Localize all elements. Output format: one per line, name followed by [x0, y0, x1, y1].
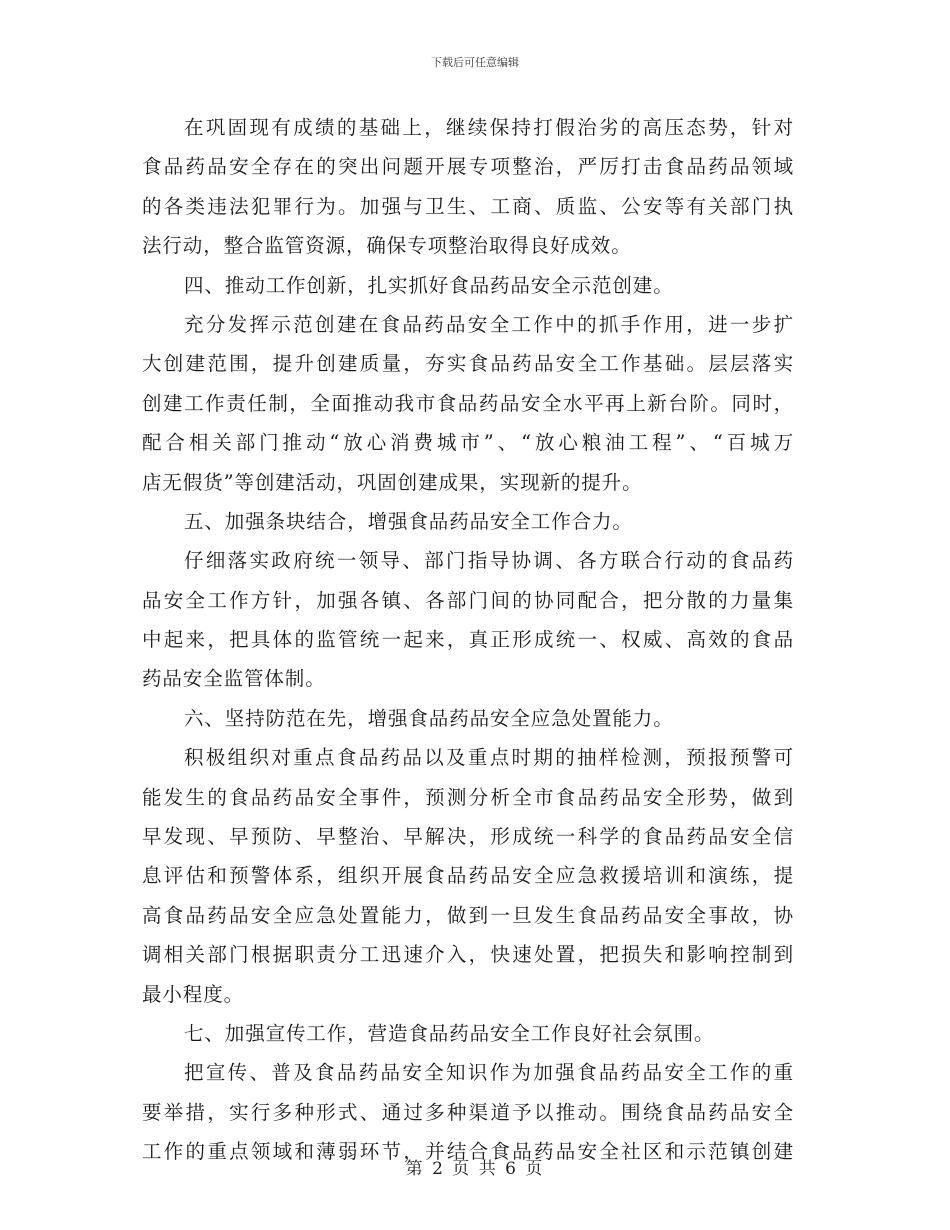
page-number: 第 2 页 共 6 页: [405, 1159, 545, 1179]
text-line: 法行动，整合监管资源，确保专项整治取得良好成效。: [142, 234, 632, 258]
text-line: 的各类违法犯罪行为。加强与卫生、工商、质监、公安等有关部门执: [142, 194, 794, 218]
text-line: 创建工作责任制，全面推动我市食品药品安全水平再上新台阶。同时，: [142, 391, 794, 415]
text-line: 在巩固现有成绩的基础上，继续保持打假治劣的高压态势，针对: [184, 116, 794, 139]
text-line: 积极组织对重点食品药品以及重点时期的抽样检测，预报预警可: [184, 746, 794, 770]
text-line: 品安全工作方针，加强各镇、各部门间的协同配合，把分散的力量集: [142, 588, 794, 612]
text-line: 要举措，实行多种形式、通过多种渠道予以推动。围绕食品药品安全: [142, 1100, 794, 1124]
section-heading: 六、坚持防范在先，增强食品药品安全应急处置能力。: [184, 706, 674, 730]
text-line: 药品安全监管体制。: [142, 667, 326, 691]
section-heading: 五、加强条块结合，增强食品药品安全工作合力。: [184, 509, 633, 533]
text-line: 息评估和预警体系，组织开展食品药品安全应急救援培训和演练，提: [142, 864, 794, 888]
text-line: 大创建范围，提升创建质量，夯实食品药品安全工作基础。层层落实: [142, 352, 794, 376]
body-text: [142, 108, 794, 1172]
text-line: 高食品药品安全应急处置能力，做到一旦发生食品药品安全事故，协: [142, 903, 794, 927]
header-note: 下载后可任意编辑: [431, 56, 519, 69]
text-line: 调相关部门根据职责分工迅速介入，快速处置，把损失和影响控制到: [142, 943, 794, 967]
text-line: 仔细落实政府统一领导、部门指导协调、各方联合行动的食品药: [184, 549, 794, 573]
text-line: 能发生的食品药品安全事件，预测分析全市食品药品安全形势，做到: [142, 785, 794, 809]
text-line: 充分发挥示范创建在食品药品安全工作中的抓手作用，进一步扩: [184, 312, 794, 336]
section-heading: 四、推动工作创新，扎实抓好食品药品安全示范创建。: [184, 273, 674, 297]
text-line: 配合相关部门推动“放心消费城市”、“放心粮油工程”、“百城万: [142, 431, 794, 455]
text-line: 食品药品安全存在的突出问题开展专项整治，严厉打击食品药品领域: [142, 155, 794, 179]
text-line: 中起来，把具体的监管统一起来，真正形成统一、权威、高效的食品: [142, 628, 794, 652]
text-line: 早发现、早预防、早整治、早解决，形成统一科学的食品药品安全信: [142, 825, 794, 849]
section-heading: 七、加强宣传工作，营造食品药品安全工作良好社会氛围。: [184, 1021, 715, 1045]
text-line: 店无假货”等创建活动，巩固创建成果，实现新的提升。: [142, 470, 643, 494]
text-line: 把宣传、普及食品药品安全知识作为加强食品药品安全工作的重: [184, 1061, 794, 1085]
text-line: 最小程度。: [142, 982, 245, 1006]
text-line: 工作的重点领域和薄弱环节，并结合食品药品安全社区和示范镇创建: [142, 1140, 794, 1164]
